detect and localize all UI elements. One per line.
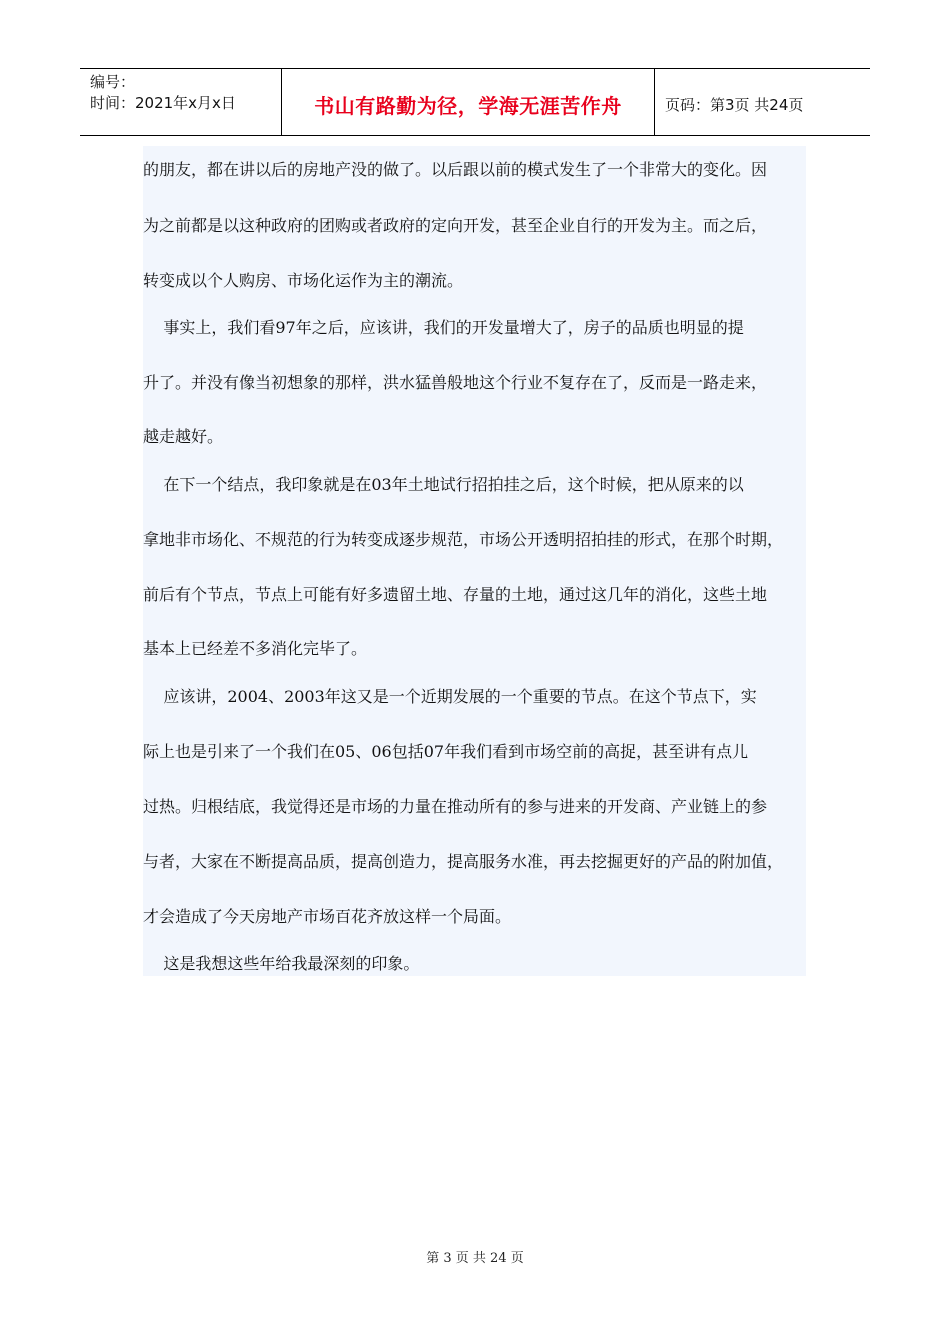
body-line: 在下一个结点，我印象就是在03年土地试行招拍挂之后，这个时候，把从原来的以 — [143, 475, 744, 494]
body-line: 与者，大家在不断提高品质，提高创造力，提高服务水准，再去挖掘更好的产品的附加值， — [143, 852, 784, 871]
body-line: 过热。归根结底，我觉得还是市场的力量在推动所有的参与进来的开发商、产业链上的参 — [143, 797, 768, 816]
body-line: 转变成以个人购房、市场化运作为主的潮流。 — [143, 271, 464, 290]
body-line: 基本上已经差不多消化完毕了。 — [143, 639, 368, 658]
body-line: 拿地非市场化、不规范的行为转变成逐步规范，市场公开透明招拍挂的形式，在那个时期， — [143, 530, 784, 549]
body-line: 升了。并没有像当初想象的那样，洪水猛兽般地这个行业不复存在了，反而是一路走来， — [143, 373, 768, 392]
time-label: 时间：2021年x月x日 — [90, 94, 236, 112]
page-footer: 第 3 页 共 24 页 — [426, 1251, 524, 1266]
body-line: 才会造成了今天房地产市场百花齐放这样一个局面。 — [143, 907, 512, 926]
body-line: 这是我想这些年给我最深刻的印象。 — [143, 954, 420, 973]
body-line: 越走越好。 — [143, 427, 224, 446]
header-page-info — [655, 69, 870, 135]
body-line: 为之前都是以这种政府的团购或者政府的定向开发，甚至企业自行的开发为主。而之后， — [143, 216, 768, 235]
number-label: 编号： — [90, 73, 136, 91]
header-meta — [80, 69, 282, 135]
page-header — [80, 68, 870, 136]
body-line: 应该讲，2004、2003年这又是一个近期发展的一个重要的节点。在这个节点下，实 — [143, 687, 757, 706]
body-line: 事实上，我们看97年之后，应该讲，我们的开发量增大了，房子的品质也明显的提 — [143, 318, 744, 337]
page-info-text: 页码：第3页 共24页 — [665, 95, 804, 114]
body-line: 的朋友，都在讲以后的房地产没的做了。以后跟以前的模式发生了一个非常大的变化。因 — [143, 160, 768, 179]
header-motto-cell — [282, 69, 655, 135]
body-line: 前后有个节点，节点上可能有好多遗留土地、存量的土地，通过这几年的消化，这些土地 — [143, 585, 768, 604]
document-body — [143, 146, 806, 976]
motto-text: 书山有路勤为径，学海无涯苦作舟 — [314, 93, 622, 118]
body-line: 际上也是引来了一个我们在05、06包括07年我们看到市场空前的高捉，甚至讲有点儿 — [143, 742, 749, 761]
